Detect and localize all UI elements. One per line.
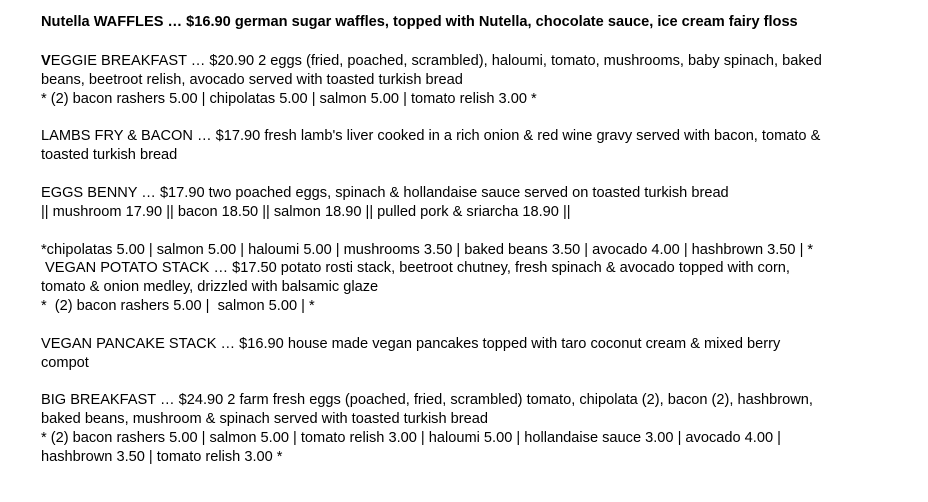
menu-line: toasted turkish bread <box>41 147 178 164</box>
menu-line <box>41 52 822 71</box>
menu-extras: *chipolatas 5.00 | salmon 5.00 | haloumi 5.00 | mushrooms 3.50 | baked beans 3.50 | avocado 4.00 | hashbrown 3.50 | * <box>41 241 814 258</box>
menu-line: compot <box>41 354 89 371</box>
breakfast-menu <box>41 12 822 486</box>
menu-extras: hashbrown 3.50 | tomato relish 3.00 * <box>41 448 283 465</box>
menu-extras: * (2) bacon rashers 5.00 | salmon 5.00 | tomato relish 3.00 | haloumi 5.00 | hollandaise sauce 3.00 | avocado 4.00 | <box>41 429 781 446</box>
menu-line: tomato & onion medley, drizzled with balsamic glaze <box>41 279 379 296</box>
menu-line: BIG BREAKFAST … $24.90 2 farm fresh eggs (poached, fried, scrambled) tomato, chipolata (2), bacon (2), hashbrown, <box>41 392 813 409</box>
first-letter: V <box>41 53 51 69</box>
menu-line: EGGS BENNY … $17.90 two poached eggs, spinach & hollandaise sauce served on toasted turkish bread <box>41 184 729 201</box>
menu-item-vegan-potato-stack <box>41 241 822 316</box>
menu-item-lambs-fry <box>41 127 822 165</box>
menu-line: baked beans, mushroom & spinach served with toasted turkish bread <box>41 411 488 428</box>
menu-item-veggie-breakfast <box>41 52 822 108</box>
menu-line: LAMBS FRY & BACON … $17.90 fresh lamb's liver cooked in a rich onion & red wine gravy served with bacon, tomato & <box>41 128 821 145</box>
menu-item-big-breakfast <box>41 391 822 466</box>
menu-line: beans, beetroot relish, avocado served with toasted turkish bread <box>41 71 463 88</box>
menu-extras: * (2) bacon rashers 5.00 | chipolatas 5.00 | salmon 5.00 | tomato relish 3.00 * <box>41 90 537 107</box>
menu-item-eggs-benny <box>41 184 822 222</box>
menu-item-nutella-waffles: Nutella WAFFLES … $16.90 german sugar waffles, topped with Nutella, chocolate sauce, ice cream fairy floss <box>41 14 798 30</box>
menu-line: VEGAN PANCAKE STACK … $16.90 house made vegan pancakes topped with taro coconut cream & mixed berry <box>41 335 781 352</box>
menu-line-text: EGGIE BREAKFAST … $20.90 2 eggs (fried, poached, scrambled), haloumi, tomato, mushrooms, baby spinach, baked <box>50 53 822 69</box>
menu-line: VEGAN POTATO STACK … $17.50 potato rosti stack, beetroot chutney, fresh spinach & avocado topped with corn, <box>41 260 790 277</box>
menu-extras: * (2) bacon rashers 5.00 | salmon 5.00 | * <box>41 297 315 314</box>
menu-extras: || mushroom 17.90 || bacon 18.50 || salmon 18.90 || pulled pork & sriarcha 18.90 || <box>41 203 571 220</box>
menu-item-vegan-pancake-stack <box>41 335 822 373</box>
